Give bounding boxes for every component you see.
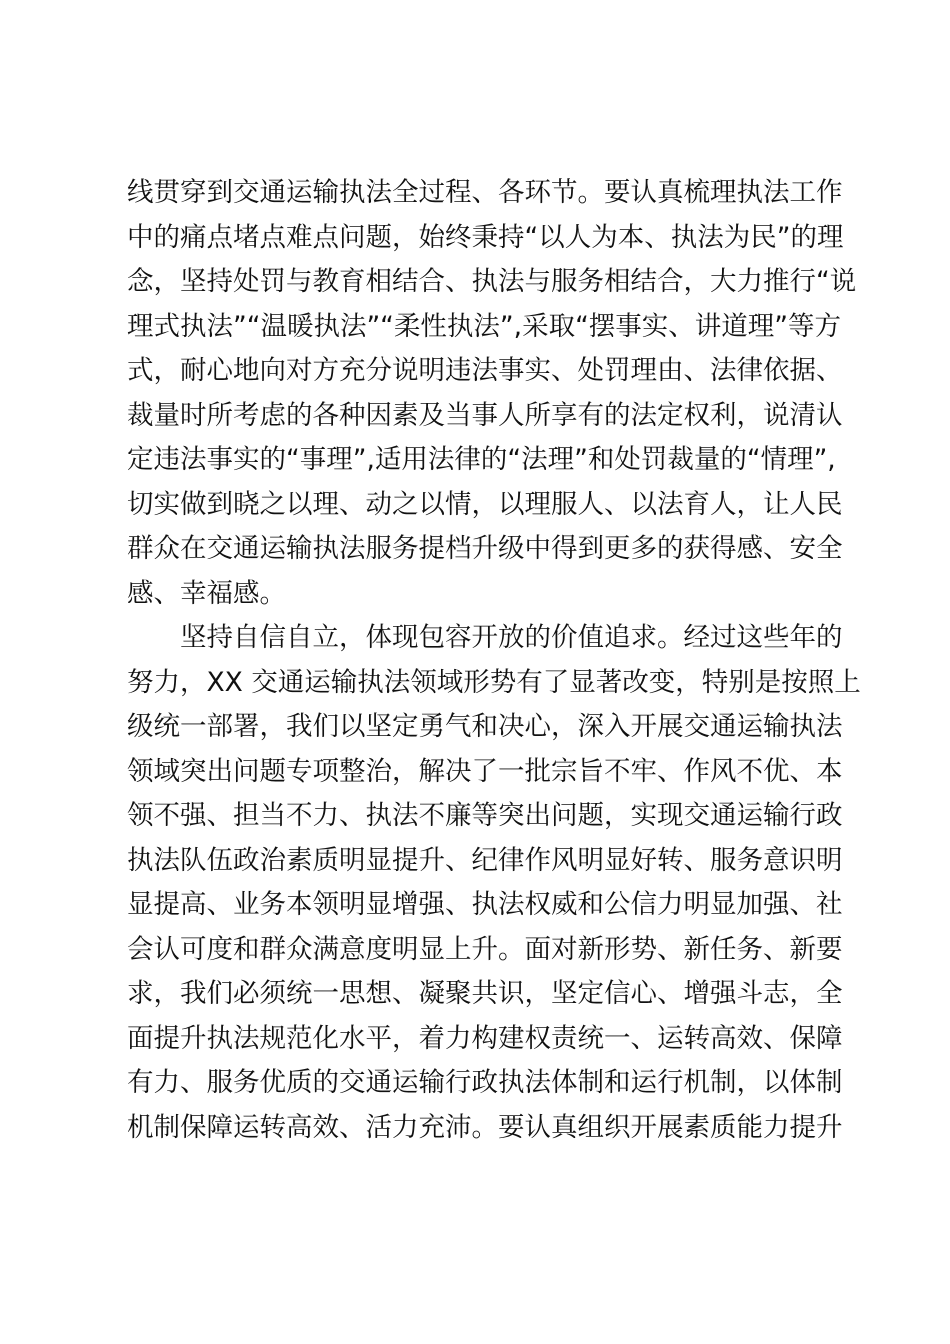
text-line: 有力、服务优质的交通运输行政执法体制和运行机制，以体制: [127, 1067, 843, 1098]
text-line: 坚持自信自立，体现包容开放的价值追求。经过这些年的: [180, 622, 843, 653]
text-line: 领不强、担当不力、执法不廉等突出问题，实现交通运输行政: [127, 800, 843, 831]
text-line: 理式执法”“温暖执法”“柔性执法”,采取“摆事实、讲道理”等方: [127, 310, 842, 342]
text-line: 群众在交通运输执法服务提档升级中得到更多的获得感、安全: [127, 533, 843, 564]
text-line: 念，坚持处罚与教育相结合、执法与服务相结合，大力推行“说: [127, 266, 857, 297]
text-line: 级统一部署，我们以坚定勇气和决心，深入开展交通运输执法: [127, 711, 843, 742]
text-line: 会认可度和群众满意度明显上升。面对新形势、新任务、新要: [127, 933, 843, 965]
text-line: 显提高、业务本领明显增强、执法权威和公信力明显加强、社: [127, 889, 843, 920]
text-line: 中的痛点堵点难点问题，始终秉持“以人为本、执法为民”的理: [127, 221, 844, 253]
text-line: 领域突出问题专项整治，解决了一批宗旨不牢、作风不优、本: [127, 755, 843, 787]
paragraph-1: [127, 171, 857, 616]
text-line: 感、幸福感。: [127, 577, 286, 609]
document-body: [127, 171, 861, 1150]
text-line: 线贯穿到交通运输执法全过程、各环节。要认真梳理执法工作: [127, 177, 843, 208]
text-line: 面提升执法规范化水平，着力构建权责统一、运转高效、保障: [127, 1022, 843, 1054]
paragraph-2: [127, 616, 861, 1150]
text-line: 裁量时所考虑的各种因素及当事人所享有的法定权利，说清认: [127, 399, 843, 431]
text-line: 定违法事实的“事理”,适用法律的“法理”和处罚裁量的“情理”,: [127, 444, 836, 475]
text-line: 式，耐心地向对方充分说明违法事实、处罚理由、法律依据、: [127, 355, 843, 386]
text-line: 切实做到晓之以理、动之以情，以理服人、以法育人，让人民: [127, 488, 843, 520]
text-line: 机制保障运转高效、活力充沛。要认真组织开展素质能力提升: [127, 1111, 843, 1143]
text-line: 执法队伍政治素质明显提升、纪律作风明显好转、服务意识明: [127, 844, 843, 876]
text-line: 努力，XX 交通运输执法领域形势有了显著改变，特别是按照上: [127, 666, 861, 698]
text-line: 求，我们必须统一思想、凝聚共识，坚定信心、增强斗志，全: [127, 978, 843, 1009]
